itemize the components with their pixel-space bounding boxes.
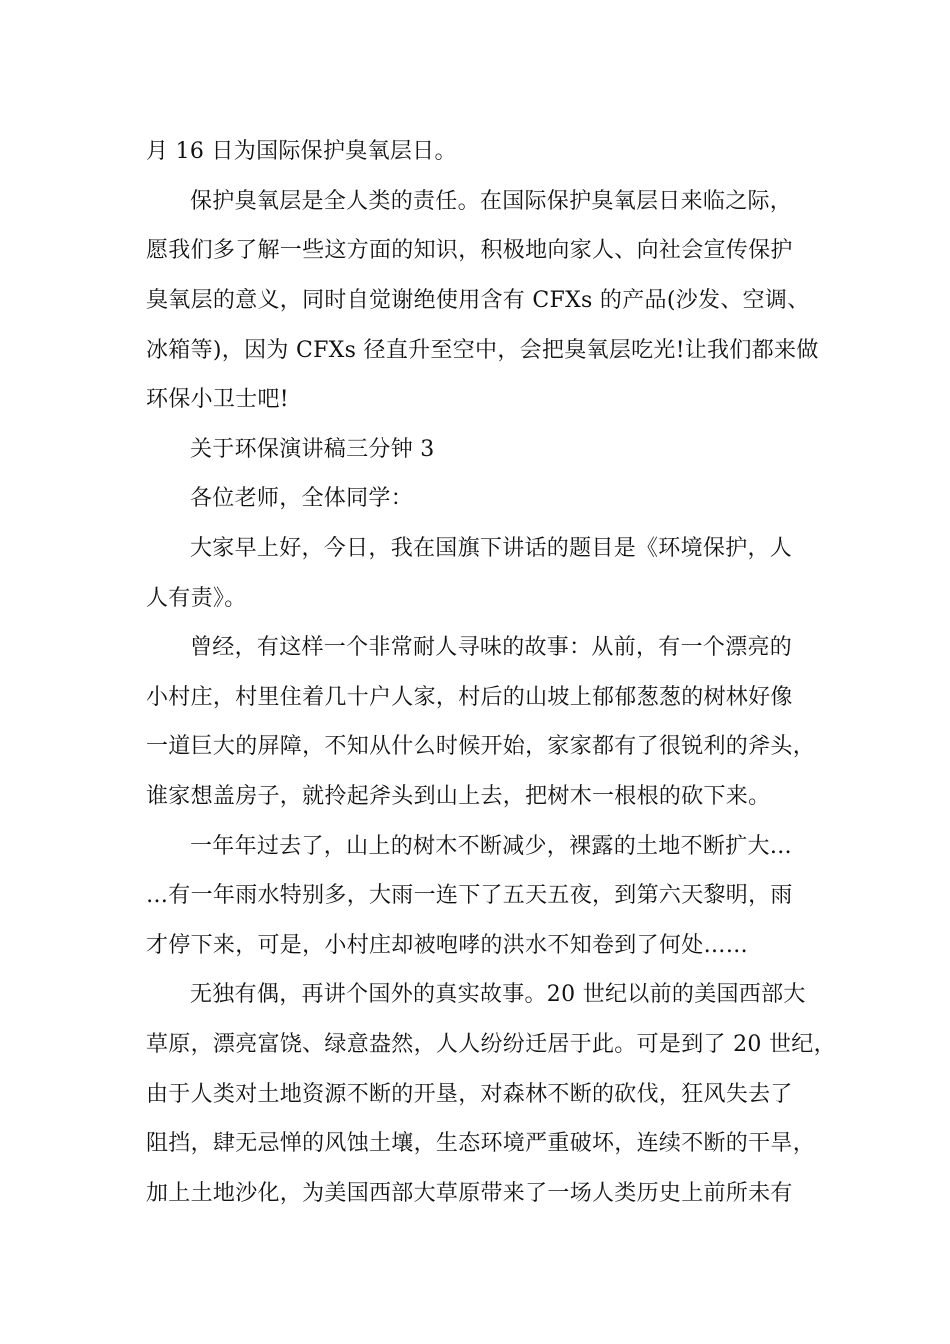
- text-line-6: 环保小卫士吧!: [146, 387, 289, 412]
- text-line-5: 冰箱等)，因为 CFXs 径直升至空中，会把臭氧层吃光!让我们都来做: [146, 338, 819, 363]
- section-heading: 关于环保演讲稿三分钟 3: [190, 437, 435, 462]
- text-line-21: 阻挡，肆无忌惮的风蚀土壤，生态环境严重破坏，连续不断的干旱，: [146, 1131, 816, 1156]
- text-line-11: 曾经，有这样一个非常耐人寻味的故事：从前，有一个漂亮的: [190, 635, 793, 660]
- text-line-14: 谁家想盖房子，就拎起斧头到山上去，把树木一根根的砍下来。: [146, 784, 771, 809]
- text-line-20: 由于人类对土地资源不断的开垦，对森林不断的砍伐，狂风失去了: [146, 1082, 793, 1107]
- text-line-3: 愿我们多了解一些这方面的知识，积极地向家人、向社会宣传保护: [146, 238, 793, 263]
- text-line-1: 月 16 日为国际保护臭氧层日。: [146, 139, 457, 164]
- text-line-2: 保护臭氧层是全人类的责任。在国际保护臭氧层日来临之际，: [190, 189, 793, 214]
- text-line-9: 大家早上好，今日，我在国旗下讲话的题目是《环境保护，人: [190, 536, 793, 561]
- text-line-13: 一道巨大的屏障，不知从什么时候开始，家家都有了很锐利的斧头，: [146, 734, 816, 759]
- text-line-17: 才停下来，可是，小村庄却被咆哮的洪水不知卷到了何处……: [146, 933, 749, 958]
- text-line-16: …有一年雨水特别多，大雨一连下了五天五夜，到第六天黎明，雨: [146, 883, 793, 908]
- salutation: 各位老师，全体同学：: [190, 486, 414, 511]
- text-line-15: 一年年过去了，山上的树木不断减少，裸露的土地不断扩大…: [190, 834, 793, 859]
- text-line-19: 草原，漂亮富饶、绿意盎然，人人纷纷迁居于此。可是到了 20 世纪，: [146, 1032, 836, 1057]
- text-line-22: 加上土地沙化，为美国西部大草原带来了一场人类历史上前所未有: [146, 1181, 793, 1206]
- text-line-18: 无独有偶，再讲个国外的真实故事。20 世纪以前的美国西部大: [190, 982, 806, 1007]
- text-line-12: 小村庄，村里住着几十户人家，村后的山坡上郁郁葱葱的树林好像: [146, 685, 793, 710]
- text-line-10: 人有责》。: [146, 586, 247, 611]
- text-line-4: 臭氧层的意义，同时自觉谢绝使用含有 CFXs 的产品(沙发、空调、: [146, 288, 810, 313]
